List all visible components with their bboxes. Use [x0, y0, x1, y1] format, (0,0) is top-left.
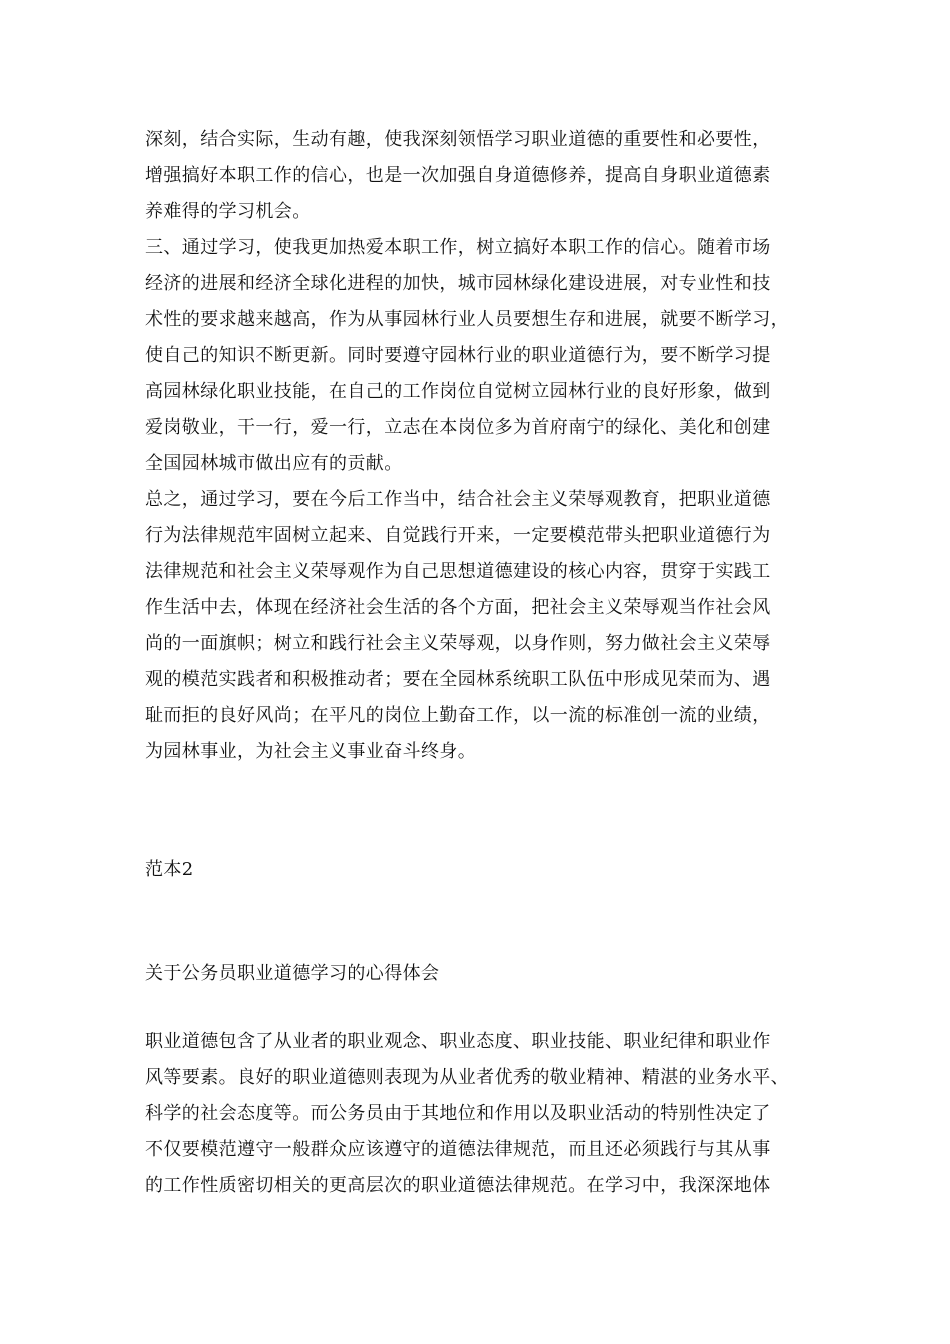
- para-3-line-4: 作生活中去，体现在经济社会生活的各个方面，把社会主义荣辱观当作社会风: [145, 597, 771, 618]
- para-3-line-1: 总之，通过学习，要在今后工作当中，结合社会主义荣辱观教育，把职业道德: [145, 489, 771, 510]
- para-1-line-2: 增强搞好本职工作的信心，也是一次加强自身道德修养，提高自身职业道德素: [145, 165, 771, 186]
- para-3-line-3: 法律规范和社会主义荣辱观作为自己思想道德建设的核心内容，贯穿于实践工: [145, 561, 771, 582]
- para-3-line-8: 为园林事业，为社会主义事业奋斗终身。: [145, 741, 477, 762]
- article-title: 关于公务员职业道德学习的心得体会: [145, 963, 440, 984]
- para-4-line-1: 职业道德包含了从业者的职业观念、职业态度、职业技能、职业纪律和职业作: [145, 1031, 771, 1052]
- para-2-line-2: 经济的进展和经济全球化进程的加快，城市园林绿化建设进展，对专业性和技: [145, 273, 771, 294]
- para-3-line-6: 观的模范实践者和积极推动者；要在全园林系统职工队伍中形成见荣而为、遇: [145, 669, 771, 690]
- para-1-line-3: 养难得的学习机会。: [145, 201, 311, 222]
- para-4-line-3: 科学的社会态度等。而公务员由于其地位和作用以及职业活动的特别性决定了: [145, 1103, 771, 1124]
- para-2-line-4: 使自己的知识不断更新。同时要遵守园林行业的职业道德行为，要不断学习提: [145, 345, 771, 366]
- para-3-line-5: 尚的一面旗帜；树立和践行社会主义荣辱观，以身作则，努力做社会主义荣辱: [145, 633, 771, 654]
- para-3-line-2: 行为法律规范牢固树立起来、自觉践行开来，一定要模范带头把职业道德行为: [145, 525, 771, 546]
- para-2-line-1: 三、通过学习，使我更加热爱本职工作，树立搞好本职工作的信心。随着市场: [145, 237, 771, 258]
- para-2-line-7: 全国园林城市做出应有的贡献。: [145, 453, 403, 474]
- para-2-line-3: 术性的要求越来越高，作为从事园林行业人员要想生存和进展，就要不断学习，: [145, 309, 789, 330]
- para-4-line-5: 的工作性质密切相关的更高层次的职业道德法律规范。在学习中，我深深地体: [145, 1175, 771, 1196]
- para-4-line-2: 风等要素。良好的职业道德则表现为从业者优秀的敬业精神、精湛的业务水平、: [145, 1067, 789, 1088]
- para-1-line-1: 深刻，结合实际，生动有趣，使我深刻领悟学习职业道德的重要性和必要性，: [145, 129, 771, 150]
- para-4-line-4: 不仅要模范遵守一般群众应该遵守的道德法律规范，而且还必须践行与其从事: [145, 1139, 771, 1160]
- para-2-line-6: 爱岗敬业，干一行，爱一行，立志在本岗位多为首府南宁的绿化、美化和创建: [145, 417, 771, 438]
- para-2-line-5: 高园林绿化职业技能，在自己的工作岗位自觉树立园林行业的良好形象，做到: [145, 381, 771, 402]
- para-3-line-7: 耻而拒的良好风尚；在平凡的岗位上勤奋工作，以一流的标准创一流的业绩，: [145, 705, 771, 726]
- section-label: 范本2: [145, 859, 194, 880]
